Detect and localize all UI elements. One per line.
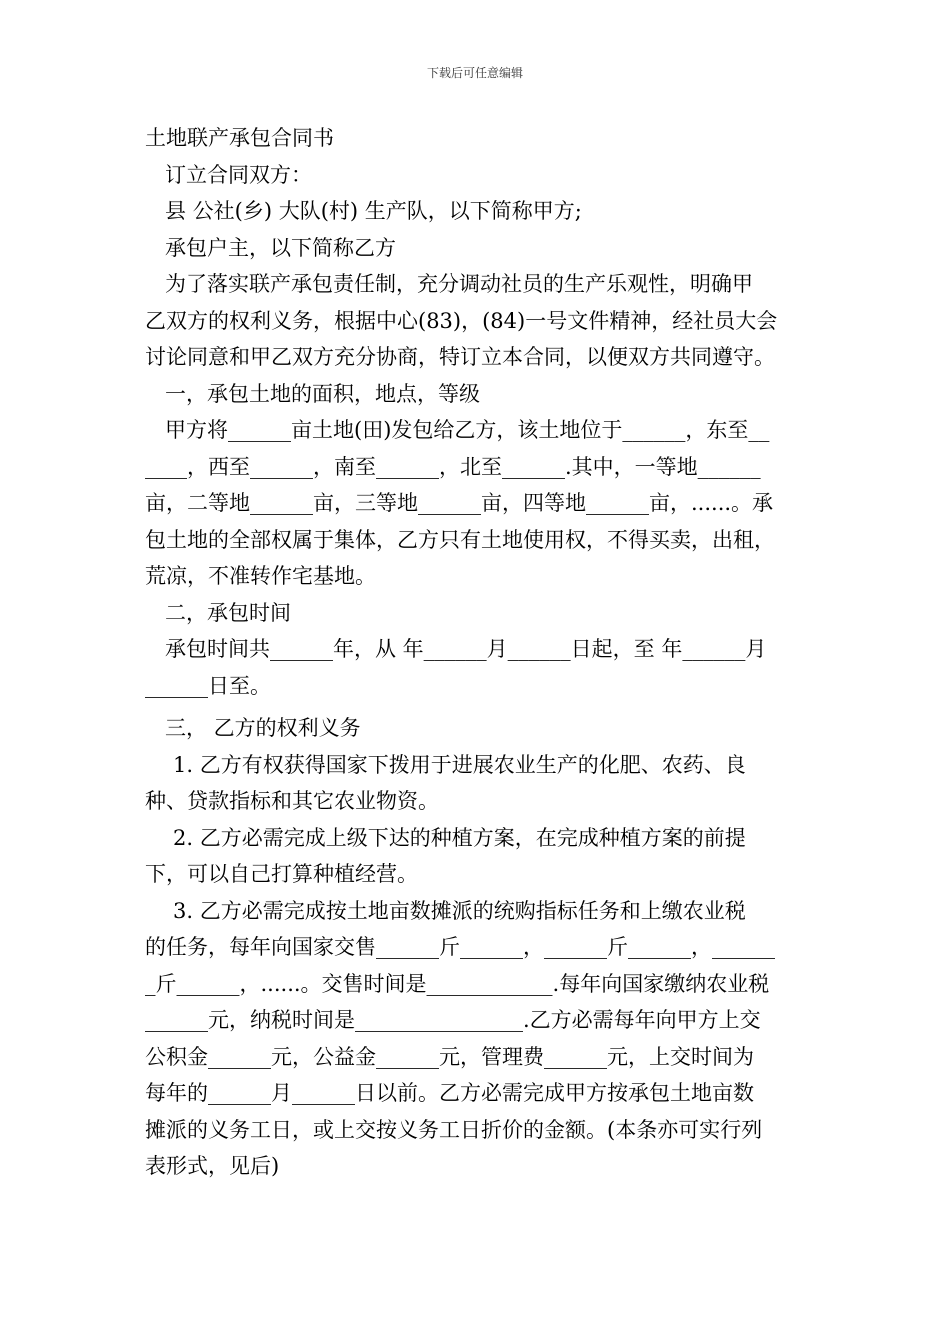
item-3-line-4: ______元，纳税时间是________________.乙方必需每年向甲方上交 — [145, 1008, 761, 1032]
item-3-line-1: 3. 乙方必需完成按土地亩数摊派的统购指标任务和上缴农业税 — [173, 898, 746, 923]
item-3-line-7: 摊派的义务工日，或上交按义务工日折价的金额。(本条亦可实行列 — [145, 1117, 763, 1142]
preamble-line-2: 乙双方的权利义务，根据中心(83)，(84)一号文件精神，经社员大会 — [145, 308, 778, 333]
section-2-line-2: ______日至。 — [145, 673, 271, 698]
item-2-line-1: 2. 乙方必需完成上级下达的种植方案，在完成种植方案的前提 — [173, 825, 746, 850]
party-a-line: 县 公社(乡) 大队(村) 生产队，以下简称甲方; — [165, 199, 582, 223]
page-header-note: 下载后可任意编辑 — [426, 66, 523, 80]
item-2-line-2: 下，可以自己打算种植经营。 — [145, 862, 418, 886]
item-3-line-2: 的任务，每年向国家交售______斤______，______斤______，______ — [145, 935, 775, 959]
parties-heading: 订立合同双方： — [165, 162, 312, 187]
item-3-line-5: 公积金______元，公益金______元，管理费______元，上交时间为 — [145, 1044, 754, 1069]
section-1-line-5: 荒凉，不准转作宅基地。 — [145, 564, 376, 588]
section-2-heading: 二，承包时间 — [165, 600, 291, 625]
section-1-line-2: ____，西至______，南至______，北至______.其中，一等地______ — [145, 454, 761, 479]
preamble-line-3: 讨论同意和甲乙双方充分协商，特订立本合同，以便双方共同遵守。 — [145, 345, 775, 369]
party-b-line: 承包户主，以下简称乙方 — [165, 235, 396, 260]
contract-document — [145, 120, 810, 1185]
item-3-line-8: 表形式，见后) — [145, 1154, 280, 1178]
item-1-line-1: 1. 乙方有权获得国家下拨用于进展农业生产的化肥、农药、良 — [173, 752, 746, 777]
item-1-line-2: 种、贷款指标和其它农业物资。 — [145, 789, 439, 813]
section-2-line-1: 承包时间共______年，从 年______月______日起，至 年______月 — [165, 637, 767, 661]
section-1-heading: 一，承包土地的面积，地点，等级 — [165, 381, 480, 406]
section-3-heading: 三， 乙方的权利义务 — [165, 716, 361, 740]
item-3-line-6: 每年的______月______日以前。乙方必需完成甲方按承包土地亩数 — [145, 1081, 754, 1105]
preamble-line-1: 为了落实联产承包责任制，充分调动社员的生产乐观性，明确甲 — [165, 272, 753, 296]
section-1-line-1: 甲方将______亩土地(田)发包给乙方，该土地位于______，东至__ — [165, 418, 770, 442]
section-1-line-3: 亩，二等地______亩，三等地______亩，四等地______亩，......。承 — [145, 491, 774, 515]
section-1-line-4: 包土地的全部权属于集体，乙方只有土地使用权，不得买卖，出租， — [145, 527, 775, 552]
document-title: 土地联产承包合同书 — [145, 126, 334, 150]
item-3-line-3: _斤______，......。交售时间是____________.每年向国家缴纳农业税 — [145, 971, 770, 996]
